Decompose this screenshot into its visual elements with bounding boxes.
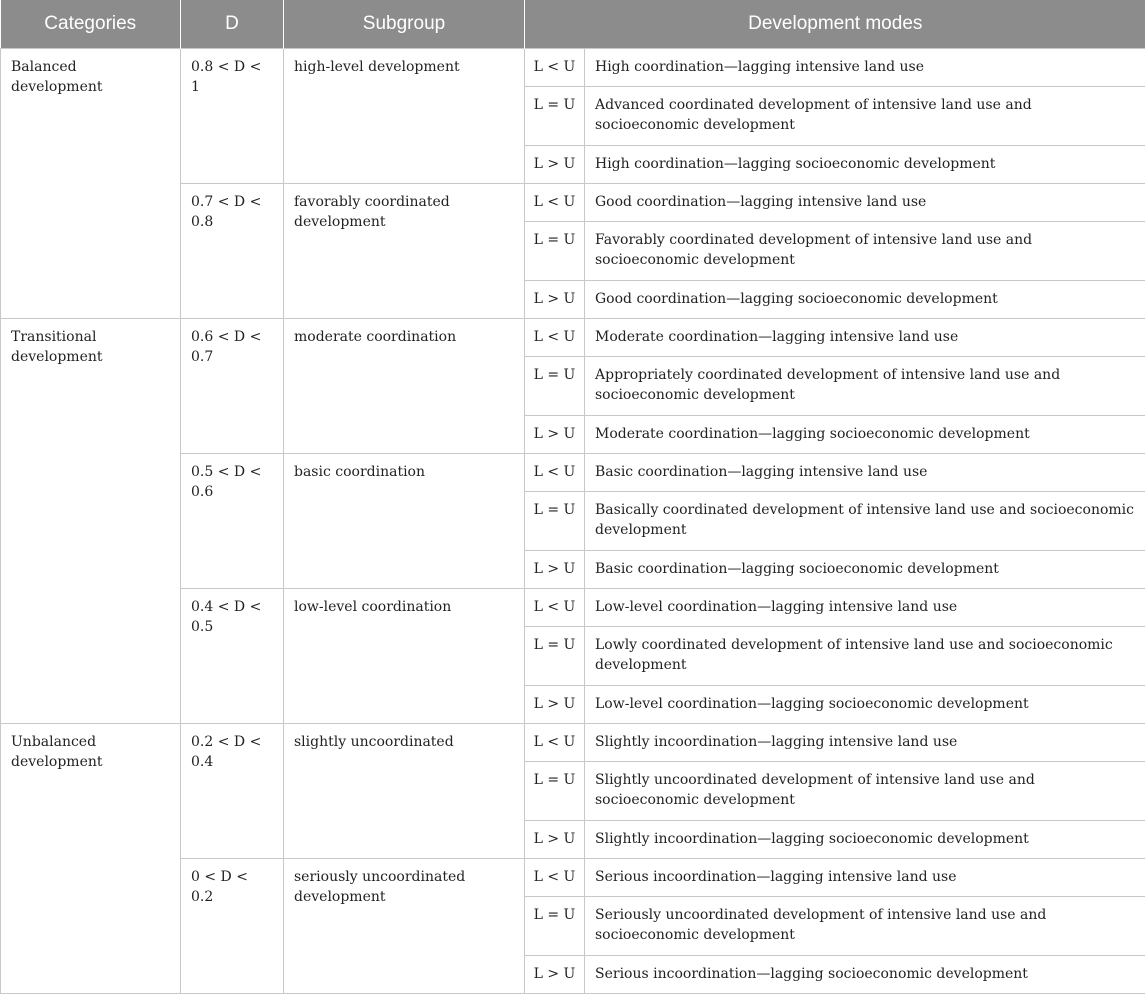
mode-description-cell: Moderate coordination—lagging socioeconomic development [585, 416, 1145, 454]
relation-cell: L > U [525, 956, 585, 994]
mode-description-cell: Favorably coordinated development of intensive land use and socioeconomic development [585, 222, 1145, 281]
subgroup-cell: high-level development [284, 49, 525, 184]
mode-description-cell: Good coordination—lagging intensive land use [585, 184, 1145, 222]
mode-description-cell: Serious incoordination—lagging socioeconomic development [585, 956, 1145, 994]
mode-description-cell: Appropriately coordinated development of intensive land use and socioeconomic development [585, 357, 1145, 416]
relation-cell: L > U [525, 281, 585, 319]
mode-description-cell: Advanced coordinated development of intensive land use and socioeconomic development [585, 87, 1145, 146]
table-header [1, 0, 1145, 49]
mode-description-cell: Basic coordination—lagging intensive land use [585, 454, 1145, 492]
header-d: D [181, 0, 284, 49]
mode-description-cell: Slightly uncoordinated development of intensive land use and socioeconomic development [585, 762, 1145, 821]
relation-cell: L < U [525, 184, 585, 222]
relation-cell: L > U [525, 416, 585, 454]
mode-description-cell: Basic coordination—lagging socioeconomic development [585, 551, 1145, 589]
relation-cell: L > U [525, 551, 585, 589]
relation-cell: L = U [525, 357, 585, 416]
d-range-cell: 0.8 < D < 1 [181, 49, 284, 184]
subgroup-cell: slightly uncoordinated [284, 724, 525, 859]
mode-description-cell: Moderate coordination—lagging intensive land use [585, 319, 1145, 357]
mode-description-cell: Lowly coordinated development of intensive land use and socioeconomic development [585, 627, 1145, 686]
category-cell: Unbalanced development [1, 724, 181, 994]
relation-cell: L < U [525, 724, 585, 762]
d-range-cell: 0.5 < D < 0.6 [181, 454, 284, 589]
subgroup-cell: basic coordination [284, 454, 525, 589]
d-range-cell: 0.2 < D < 0.4 [181, 724, 284, 859]
relation-cell: L = U [525, 492, 585, 551]
mode-description-cell: High coordination—lagging intensive land use [585, 49, 1145, 87]
relation-cell: L = U [525, 222, 585, 281]
mode-description-cell: Basically coordinated development of intensive land use and socioeconomic development [585, 492, 1145, 551]
relation-cell: L = U [525, 762, 585, 821]
header-subgroup: Subgroup [284, 0, 525, 49]
header-categories: Categories [1, 0, 181, 49]
mode-description-cell: Serious incoordination—lagging intensive land use [585, 859, 1145, 897]
table-row [1, 49, 1145, 87]
relation-cell: L < U [525, 319, 585, 357]
mode-description-cell: Low-level coordination—lagging socioeconomic development [585, 686, 1145, 724]
d-range-cell: 0 < D < 0.2 [181, 859, 284, 994]
category-cell: Balanced development [1, 49, 181, 319]
relation-cell: L = U [525, 87, 585, 146]
subgroup-cell: low-level coordination [284, 589, 525, 724]
subgroup-cell: moderate coordination [284, 319, 525, 454]
relation-cell: L < U [525, 859, 585, 897]
d-range-cell: 0.6 < D < 0.7 [181, 319, 284, 454]
mode-description-cell: Slightly incoordination—lagging socioeconomic development [585, 821, 1145, 859]
header-development-modes: Development modes [525, 0, 1145, 49]
mode-description-cell: Good coordination—lagging socioeconomic development [585, 281, 1145, 319]
relation-cell: L > U [525, 686, 585, 724]
table-row [1, 319, 1145, 357]
mode-description-cell: Low-level coordination—lagging intensive land use [585, 589, 1145, 627]
relation-cell: L = U [525, 627, 585, 686]
mode-description-cell: Seriously uncoordinated development of intensive land use and socioeconomic development [585, 897, 1145, 956]
d-range-cell: 0.4 < D < 0.5 [181, 589, 284, 724]
subgroup-cell: seriously uncoordinated development [284, 859, 525, 994]
relation-cell: L < U [525, 589, 585, 627]
d-range-cell: 0.7 < D < 0.8 [181, 184, 284, 319]
table-row [1, 724, 1145, 762]
relation-cell: L < U [525, 49, 585, 87]
subgroup-cell: favorably coordinated development [284, 184, 525, 319]
mode-description-cell: Slightly incoordination—lagging intensive land use [585, 724, 1145, 762]
relation-cell: L = U [525, 897, 585, 956]
relation-cell: L > U [525, 821, 585, 859]
category-cell: Transitional development [1, 319, 181, 724]
table-body [1, 49, 1145, 994]
relation-cell: L > U [525, 146, 585, 184]
mode-description-cell: High coordination—lagging socioeconomic development [585, 146, 1145, 184]
relation-cell: L < U [525, 454, 585, 492]
